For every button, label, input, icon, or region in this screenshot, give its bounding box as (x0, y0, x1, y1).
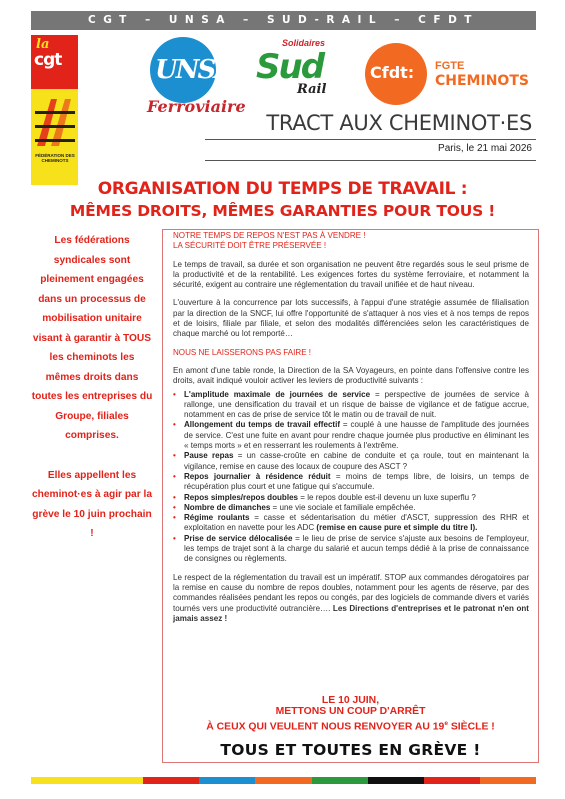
list-item-text: = le repos double est-il devenu un luxe superflu ? (298, 492, 476, 502)
list-item-term: Prise de service délocalisée (184, 533, 293, 543)
cta-line-3-sup: e (444, 719, 448, 727)
cfdt-logo-cheminots: CHEMINOTS (435, 73, 529, 89)
list-item-term: Repos simples/repos doubles (184, 492, 299, 502)
sidebar-message (31, 231, 153, 544)
stripe-segment (255, 777, 311, 784)
cta-line-3-text: À CEUX QUI VEULENT NOUS RENVOYER AU 19 (206, 721, 445, 733)
slogan-securite: LA SÉCURITÉ DOIT ÊTRE PRÉSERVÉE ! (173, 241, 327, 251)
list-item-emphasis: (remise en cause pure et simple du titre I). (316, 523, 478, 533)
cgt-logo-federation: FÉDÉRATION DES CHEMINOTS (35, 153, 75, 163)
stripe-segment (368, 777, 424, 784)
list-item-text: = moins de temps libre, de loisirs, un temps de récupération plus court et une fatigue qui s'accumule. (184, 471, 529, 492)
stripe-segment (424, 777, 480, 784)
sud-logo-rail: Rail (297, 82, 327, 97)
sud-logo-name: Sud (256, 47, 324, 87)
list-item-text: = un casse-croûte en cabine de conduite et ça roule, tout en maintenant la vigilance, remise en cause des locaux de coupure des ASCT ? (184, 451, 529, 471)
main-content (173, 231, 529, 624)
cfdt-logo-name: Cfdt: (370, 63, 415, 82)
cta-line-3-end: SIÈCLE ! (447, 721, 495, 733)
list-item (173, 503, 529, 513)
stripe-segment (199, 777, 255, 784)
paragraph-reglementation (173, 573, 529, 624)
sidebar-paragraph-2: Elles appellent les cheminot·es à agir par la grève le 10 juin prochain ! (31, 469, 153, 539)
list-item (173, 513, 529, 534)
strike-call: TOUS ET TOUTES EN GRÈVE ! (220, 741, 481, 759)
list-item-term: Nombre de dimanches (184, 502, 271, 512)
stripe-segment (87, 777, 143, 784)
headline-line-2: MÊMES DROITS, MÊMES GARANTIES POUR TOUS ! (69, 202, 496, 220)
sidebar-paragraph-1: Les fédérations syndicales sont pleinement engagées dans un processus de mobilisation unitaire visant à garantir à TOUS les cheminots les mêmes droits dans toutes les entreprises du Groupe, filiales comprises. (31, 235, 153, 441)
list-item-text: = couplé à une hausse de l'amplitude des journées de service. C'est une fuite en avant pour rendre chaque journée plus productive en éliminant les « temps morts » et en resserrant les roulements à l'extrême. (184, 420, 530, 451)
list-item (173, 493, 529, 503)
paragraph-temps-travail: Le temps de travail, sa durée et son organisation ne peuvent être regardés sous le seul prisme de la productivité et de la rentabilité. Les exigences fortes du système ferroviaire, et notamment la sécurité, exigent au contraire une réglementation du travail unifiée et de haut niveau. (173, 259, 529, 290)
list-item-term: L'amplitude maximale de journées de service (184, 389, 371, 399)
list-item (173, 420, 529, 451)
sud-rail-logo (254, 38, 346, 108)
list-item-text: = casse et sédentarisation du métier d'ASCT, suppression des RHR et exploitation en navette pour les ADC (184, 513, 529, 533)
list-item-term: Allongement du temps de travail effectif (184, 420, 341, 430)
unsa-logo-name: UNSA (155, 55, 233, 85)
stripe-segment (312, 777, 368, 784)
paragraph-concurrence: L'ouverture à la concurrence par lots successifs, à l'appui d'une stratégie assumée de filialisation par la direction de la SNCF, lui offre l'opportunité de s'attaquer à nos vies et à nos temps de repos et de loisirs, filiale par filiale, et selon des modalités différenciées selon les caractéristiques de chaque marché ou lot remporté… (173, 298, 529, 339)
cta-line-1: LE 10 JUIN, (321, 695, 380, 706)
cfdt-logo-fgte: FGTE (435, 60, 465, 72)
list-item-term: Repos journalier à résidence réduit (184, 471, 331, 481)
slogan-pas-faire: NOUS NE LAISSERONS PAS FAIRE ! (173, 347, 312, 357)
call-to-action (162, 695, 539, 733)
cta-line-2: METTONS UN COUP D'ARRÊT (275, 706, 426, 718)
productivity-levers-list (173, 390, 529, 565)
list-item-text: = le lieu de prise de service s'ajuste aux besoins de l'employeur, les temps de trajet sont à la charge du salarié et aucun temps dédié à la prise de connaissance de consignes ou règlements. (184, 533, 530, 564)
cta-line-3 (162, 718, 539, 733)
paragraph-reglementation-text: Le respect de la réglementation du travail est un impératif. STOP aux commandes dérogatoires par la remise en cause du nombre de repos doubles, notamment pour les agents de réserve, par des commandes réalisées pendant les repos ou congés, par des logiciels de commande divers et variés tournés vers une productivité outrancière…. (173, 572, 529, 613)
list-item-term: Régime roulants (184, 513, 250, 523)
cgt-rail-icon (31, 91, 78, 151)
stripe-segment (480, 777, 536, 784)
list-item (173, 472, 529, 493)
title-divider (205, 139, 536, 140)
unions-banner: CGT – UNSA – SUD-RAIL – CFDT (31, 11, 536, 30)
cgt-logo (31, 35, 78, 185)
date-divider (205, 160, 536, 161)
list-item-term: Pause repas (184, 451, 234, 461)
list-item (173, 390, 529, 421)
list-item-text: = perspective de journées de service à rallonge, une densification du travail et un risque de baisse de vigilance et de fatigue accrue, notamment en cas de prise de service tôt le matin ou de travail de nuit. (184, 389, 529, 420)
tract-date: Paris, le 21 mai 2026 (438, 143, 532, 154)
cgt-logo-name: cgt (34, 50, 62, 70)
paragraph-table-ronde: En amont d'une table ronde, la Direction de la SA Voyageurs, en pointe dans l'offensive contre les droits, avait indiqué vouloir activer les leviers de productivité suivants : (173, 365, 529, 386)
slogan-repos: NOTRE TEMPS DE REPOS N'EST PAS À VENDRE ! (173, 231, 366, 240)
color-stripe (31, 777, 536, 784)
unsa-logo-ferroviaire: Ferroviaire (147, 97, 246, 116)
tract-title: TRACT AUX CHEMINOT·ES (266, 111, 532, 135)
stripe-segment (143, 777, 199, 784)
cgt-logo-red-block (31, 35, 78, 89)
list-item (173, 534, 529, 565)
paragraph-reglementation-emphasis: Les Directions d'entreprises et le patronat n'en ont jamais assez ! (173, 603, 529, 623)
unsa-logo (142, 37, 246, 119)
headline-line-1: ORGANISATION DU TEMPS DE TRAVAIL : (97, 179, 468, 199)
sud-logo-solidaires: Solidaires (282, 38, 326, 48)
cgt-logo-la: la (36, 37, 50, 52)
stripe-segment (31, 777, 87, 784)
list-item-text: = une vie sociale et familiale empêchée. (270, 502, 416, 512)
list-item (173, 451, 529, 472)
